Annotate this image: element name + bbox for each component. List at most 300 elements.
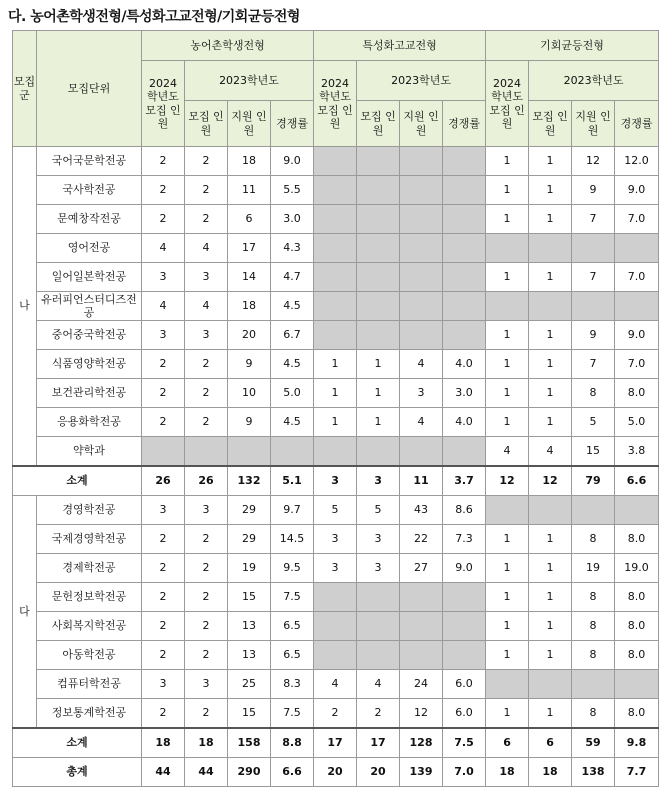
no-data-cell (443, 263, 486, 292)
apply-2023-cell: 3 (400, 379, 443, 408)
rate-2023-cell: 6.5 (271, 612, 314, 641)
recruit-2023-cell: 4 (529, 437, 572, 467)
recruit-2023-cell: 12 (529, 466, 572, 496)
recruit-2024-cell: 1 (486, 525, 529, 554)
recruit-2024-cell: 18 (142, 728, 185, 758)
rate-2023-cell: 3.0 (443, 379, 486, 408)
recruit-2024-cell: 1 (486, 641, 529, 670)
no-data-cell (357, 612, 400, 641)
recruit-2024-cell: 1 (486, 408, 529, 437)
apply-2023-cell: 22 (400, 525, 443, 554)
recruit-2023-cell: 1 (357, 379, 400, 408)
rate-2023-cell: 8.0 (615, 583, 659, 612)
rate-2023-cell: 7.5 (443, 728, 486, 758)
recruit-2023-cell: 1 (529, 147, 572, 176)
recruit-2023-cell: 2 (185, 408, 228, 437)
apply-2023-cell: 29 (228, 496, 271, 525)
no-data-cell (271, 437, 314, 467)
apply-2023-cell: 8 (572, 699, 615, 729)
rate-2023-cell: 7.7 (615, 758, 659, 787)
recruit-2023-cell: 18 (529, 758, 572, 787)
recruit-2023-cell: 2 (185, 147, 228, 176)
no-data-cell (357, 176, 400, 205)
recruit-2023-cell: 3 (185, 670, 228, 699)
rate-2023-cell: 8.0 (615, 379, 659, 408)
apply-2023-cell: 11 (228, 176, 271, 205)
recruit-2024-cell: 1 (486, 699, 529, 729)
table-row (13, 379, 659, 408)
recruit-2023-cell: 6 (529, 728, 572, 758)
unit-name: 경제학전공 (37, 554, 142, 583)
no-data-cell (615, 670, 659, 699)
recruit-2024-cell: 18 (486, 758, 529, 787)
no-data-cell (185, 437, 228, 467)
apply-2023-cell: 79 (572, 466, 615, 496)
apply-2023-cell: 13 (228, 641, 271, 670)
recruit-2024-cell: 2 (142, 583, 185, 612)
year-2024-header: 2024 학년도 모집 인원 (314, 61, 357, 147)
no-data-cell (443, 234, 486, 263)
no-data-cell (314, 176, 357, 205)
unit-col-header: 모집단위 (37, 31, 142, 147)
no-data-cell (615, 496, 659, 525)
no-data-cell (443, 437, 486, 467)
unit-name: 컴퓨터학전공 (37, 670, 142, 699)
table-row (13, 437, 659, 467)
rate-2023-cell: 6.5 (271, 641, 314, 670)
table-row (13, 641, 659, 670)
apply-2023-cell: 138 (572, 758, 615, 787)
recruit-2023-cell: 3 (357, 554, 400, 583)
apply-header: 지원 인원 (400, 101, 443, 147)
apply-2023-cell: 15 (228, 583, 271, 612)
unit-name: 문예창작전공 (37, 205, 142, 234)
apply-2023-cell: 7 (572, 350, 615, 379)
unit-name: 식품영양학전공 (37, 350, 142, 379)
apply-2023-cell: 4 (400, 350, 443, 379)
apply-2023-cell: 25 (228, 670, 271, 699)
recruit-2024-cell: 20 (314, 758, 357, 787)
table-row (13, 263, 659, 292)
no-data-cell (400, 263, 443, 292)
recruit-2023-cell: 2 (185, 350, 228, 379)
recruit-2024-cell: 3 (142, 321, 185, 350)
track-header-3: 기회균등전형 (486, 31, 659, 61)
recruit-2024-cell: 1 (486, 612, 529, 641)
recruit-2024-cell: 3 (314, 525, 357, 554)
table-row (13, 350, 659, 379)
apply-2023-cell: 290 (228, 758, 271, 787)
rate-2023-cell: 8.3 (271, 670, 314, 699)
no-data-cell (314, 147, 357, 176)
recruit-2024-cell: 3 (314, 466, 357, 496)
recruit-2023-cell: 2 (185, 554, 228, 583)
apply-2023-cell: 13 (228, 612, 271, 641)
recruit-2024-cell: 17 (314, 728, 357, 758)
no-data-cell (400, 321, 443, 350)
recruit-2023-cell: 2 (185, 525, 228, 554)
no-data-cell (314, 641, 357, 670)
apply-2023-cell: 10 (228, 379, 271, 408)
recruit-2024-cell: 2 (314, 699, 357, 729)
no-data-cell (314, 292, 357, 321)
recruit-2024-cell: 4 (142, 292, 185, 321)
rate-2023-cell: 9.5 (271, 554, 314, 583)
table-row (13, 147, 659, 176)
recruit-2024-cell: 3 (142, 263, 185, 292)
rate-2023-cell: 8.0 (615, 641, 659, 670)
apply-2023-cell: 132 (228, 466, 271, 496)
no-data-cell (400, 641, 443, 670)
recruit-2024-cell: 2 (142, 147, 185, 176)
no-data-cell (615, 234, 659, 263)
recruit-2024-cell: 1 (486, 379, 529, 408)
unit-name: 일어일본학전공 (37, 263, 142, 292)
recruit-2024-cell: 12 (486, 466, 529, 496)
apply-2023-cell: 7 (572, 263, 615, 292)
rate-header: 경쟁률 (615, 101, 659, 147)
no-data-cell (529, 292, 572, 321)
no-data-cell (529, 234, 572, 263)
no-data-cell (314, 263, 357, 292)
no-data-cell (314, 612, 357, 641)
recruit-2024-cell: 1 (314, 408, 357, 437)
subtotal-label: 소계 (13, 728, 142, 758)
recruit-2024-cell: 2 (142, 408, 185, 437)
no-data-cell (357, 583, 400, 612)
rate-2023-cell: 3.8 (615, 437, 659, 467)
table-row (13, 612, 659, 641)
table-row (13, 525, 659, 554)
apply-2023-cell: 158 (228, 728, 271, 758)
recruit-2024-cell: 2 (142, 350, 185, 379)
recruit-2024-cell: 1 (486, 350, 529, 379)
no-data-cell (486, 292, 529, 321)
group-label: 나 (13, 147, 37, 467)
unit-name: 아동학전공 (37, 641, 142, 670)
no-data-cell (314, 234, 357, 263)
no-data-cell (400, 612, 443, 641)
rate-2023-cell: 9.0 (615, 321, 659, 350)
no-data-cell (529, 496, 572, 525)
no-data-cell (314, 205, 357, 234)
table-row (13, 321, 659, 350)
recruit-2023-cell: 1 (529, 641, 572, 670)
rate-2023-cell: 4.0 (443, 350, 486, 379)
apply-2023-cell: 128 (400, 728, 443, 758)
apply-2023-cell: 9 (572, 176, 615, 205)
recruit-2024-cell: 26 (142, 466, 185, 496)
recruit-2023-cell: 1 (529, 176, 572, 205)
unit-name: 정보통계학전공 (37, 699, 142, 729)
recruit-2023-cell: 1 (529, 321, 572, 350)
recruit-2023-cell: 18 (185, 728, 228, 758)
recruit-2023-cell: 4 (357, 670, 400, 699)
rate-2023-cell: 5.0 (615, 408, 659, 437)
year-2024-header: 2024 학년도 모집 인원 (142, 61, 185, 147)
recruit-2024-cell: 1 (314, 379, 357, 408)
track-header-1: 농어촌학생전형 (142, 31, 314, 61)
rate-2023-cell: 8.0 (615, 699, 659, 729)
apply-header: 지원 인원 (228, 101, 271, 147)
total-label: 총계 (13, 758, 142, 787)
rate-2023-cell: 4.5 (271, 292, 314, 321)
no-data-cell (357, 147, 400, 176)
unit-name: 보건관리학전공 (37, 379, 142, 408)
recruit-2023-cell: 1 (529, 583, 572, 612)
rate-header: 경쟁률 (443, 101, 486, 147)
recruit-2024-cell: 3 (314, 554, 357, 583)
subtotal-row (13, 728, 659, 758)
rate-2023-cell: 19.0 (615, 554, 659, 583)
rate-2023-cell: 9.0 (615, 176, 659, 205)
recruit-2023-cell: 2 (185, 641, 228, 670)
unit-name: 약학과 (37, 437, 142, 467)
unit-name: 응용화학전공 (37, 408, 142, 437)
unit-name: 경영학전공 (37, 496, 142, 525)
recruit-2023-cell: 1 (529, 263, 572, 292)
admission-table (12, 30, 659, 787)
rate-2023-cell: 7.0 (615, 263, 659, 292)
recruit-2023-cell: 4 (185, 292, 228, 321)
recruit-2024-cell: 3 (142, 496, 185, 525)
apply-2023-cell: 7 (572, 205, 615, 234)
recruit-2024-cell: 2 (142, 379, 185, 408)
recruit-2024-cell: 1 (486, 554, 529, 583)
no-data-cell (443, 641, 486, 670)
recruit-2023-cell: 1 (529, 408, 572, 437)
apply-2023-cell: 12 (400, 699, 443, 729)
rate-2023-cell: 12.0 (615, 147, 659, 176)
year-2023-header: 2023학년도 (529, 61, 659, 101)
apply-2023-cell: 17 (228, 234, 271, 263)
no-data-cell (486, 670, 529, 699)
no-data-cell (228, 437, 271, 467)
recruit-2023-cell: 2 (185, 699, 228, 729)
apply-2023-cell: 12 (572, 147, 615, 176)
no-data-cell (314, 321, 357, 350)
rate-2023-cell: 6.0 (443, 670, 486, 699)
apply-2023-cell: 27 (400, 554, 443, 583)
recruit-2023-cell: 3 (185, 496, 228, 525)
recruit-2024-cell: 2 (142, 525, 185, 554)
no-data-cell (400, 234, 443, 263)
no-data-cell (314, 583, 357, 612)
recruit-2024-cell: 4 (142, 234, 185, 263)
recruit-2023-cell: 1 (529, 612, 572, 641)
recruit-2023-cell: 17 (357, 728, 400, 758)
recruit-2023-cell: 20 (357, 758, 400, 787)
no-data-cell (400, 292, 443, 321)
recruit-2023-cell: 1 (529, 350, 572, 379)
recruit-header: 모집 인원 (185, 101, 228, 147)
apply-2023-cell: 139 (400, 758, 443, 787)
no-data-cell (357, 205, 400, 234)
rate-2023-cell: 7.5 (271, 699, 314, 729)
apply-2023-cell: 24 (400, 670, 443, 699)
no-data-cell (572, 234, 615, 263)
unit-name: 사회복지학전공 (37, 612, 142, 641)
recruit-2024-cell: 44 (142, 758, 185, 787)
no-data-cell (357, 321, 400, 350)
no-data-cell (443, 612, 486, 641)
year-2024-header: 2024 학년도 모집 인원 (486, 61, 529, 147)
rate-2023-cell: 7.0 (615, 205, 659, 234)
rate-2023-cell: 3.7 (443, 466, 486, 496)
no-data-cell (443, 147, 486, 176)
table-row (13, 496, 659, 525)
apply-2023-cell: 11 (400, 466, 443, 496)
recruit-2024-cell: 1 (486, 321, 529, 350)
recruit-2024-cell: 2 (142, 612, 185, 641)
apply-2023-cell: 19 (228, 554, 271, 583)
recruit-2023-cell: 1 (529, 699, 572, 729)
no-data-cell (400, 205, 443, 234)
no-data-cell (400, 437, 443, 467)
rate-2023-cell: 4.5 (271, 350, 314, 379)
rate-2023-cell: 8.0 (615, 612, 659, 641)
recruit-2023-cell: 2 (357, 699, 400, 729)
rate-2023-cell: 8.0 (615, 525, 659, 554)
no-data-cell (142, 437, 185, 467)
apply-2023-cell: 9 (572, 321, 615, 350)
rate-2023-cell: 6.7 (271, 321, 314, 350)
rate-2023-cell: 7.0 (615, 350, 659, 379)
apply-2023-cell: 19 (572, 554, 615, 583)
recruit-2023-cell: 1 (529, 525, 572, 554)
recruit-2024-cell: 2 (142, 699, 185, 729)
recruit-2023-cell: 3 (357, 466, 400, 496)
rate-2023-cell: 6.0 (443, 699, 486, 729)
table-row (13, 176, 659, 205)
year-2023-header: 2023학년도 (185, 61, 314, 101)
no-data-cell (357, 437, 400, 467)
no-data-cell (572, 292, 615, 321)
apply-2023-cell: 29 (228, 525, 271, 554)
subtotal-label: 소계 (13, 466, 142, 496)
apply-header: 지원 인원 (572, 101, 615, 147)
group-label: 다 (13, 496, 37, 729)
recruit-2023-cell: 3 (185, 321, 228, 350)
no-data-cell (443, 583, 486, 612)
unit-name: 유러피언스터디즈전공 (37, 292, 142, 321)
rate-2023-cell: 4.3 (271, 234, 314, 263)
unit-name: 국사학전공 (37, 176, 142, 205)
rate-header: 경쟁률 (271, 101, 314, 147)
no-data-cell (314, 437, 357, 467)
rate-2023-cell: 9.0 (271, 147, 314, 176)
unit-name: 문헌정보학전공 (37, 583, 142, 612)
no-data-cell (357, 234, 400, 263)
subtotal-row (13, 466, 659, 496)
recruit-2024-cell: 1 (486, 263, 529, 292)
no-data-cell (572, 670, 615, 699)
apply-2023-cell: 5 (572, 408, 615, 437)
apply-2023-cell: 59 (572, 728, 615, 758)
rate-2023-cell: 5.5 (271, 176, 314, 205)
recruit-2023-cell: 44 (185, 758, 228, 787)
group-col-header: 모집군 (13, 31, 37, 147)
recruit-2023-cell: 3 (185, 263, 228, 292)
recruit-2024-cell: 3 (142, 670, 185, 699)
recruit-2024-cell: 1 (314, 350, 357, 379)
rate-2023-cell: 5.1 (271, 466, 314, 496)
recruit-2023-cell: 26 (185, 466, 228, 496)
rate-2023-cell: 7.3 (443, 525, 486, 554)
apply-2023-cell: 43 (400, 496, 443, 525)
apply-2023-cell: 15 (228, 699, 271, 729)
recruit-2024-cell: 4 (486, 437, 529, 467)
recruit-header: 모집 인원 (529, 101, 572, 147)
rate-2023-cell: 8.8 (271, 728, 314, 758)
apply-2023-cell: 4 (400, 408, 443, 437)
recruit-2023-cell: 1 (357, 408, 400, 437)
recruit-header: 모집 인원 (357, 101, 400, 147)
apply-2023-cell: 8 (572, 379, 615, 408)
rate-2023-cell: 6.6 (271, 758, 314, 787)
total-row (13, 758, 659, 787)
apply-2023-cell: 8 (572, 525, 615, 554)
recruit-2024-cell: 4 (314, 670, 357, 699)
recruit-2023-cell: 2 (185, 176, 228, 205)
no-data-cell (529, 670, 572, 699)
apply-2023-cell: 8 (572, 583, 615, 612)
apply-2023-cell: 8 (572, 612, 615, 641)
rate-2023-cell: 3.0 (271, 205, 314, 234)
apply-2023-cell: 8 (572, 641, 615, 670)
apply-2023-cell: 18 (228, 147, 271, 176)
apply-2023-cell: 9 (228, 350, 271, 379)
track-header-2: 특성화고교전형 (314, 31, 486, 61)
no-data-cell (443, 292, 486, 321)
recruit-2023-cell: 3 (357, 525, 400, 554)
no-data-cell (486, 234, 529, 263)
no-data-cell (357, 263, 400, 292)
no-data-cell (443, 321, 486, 350)
rate-2023-cell: 14.5 (271, 525, 314, 554)
apply-2023-cell: 6 (228, 205, 271, 234)
table-row (13, 205, 659, 234)
rate-2023-cell: 4.0 (443, 408, 486, 437)
recruit-2024-cell: 2 (142, 554, 185, 583)
rate-2023-cell: 9.0 (443, 554, 486, 583)
unit-name: 영어전공 (37, 234, 142, 263)
recruit-2024-cell: 1 (486, 176, 529, 205)
recruit-2024-cell: 6 (486, 728, 529, 758)
apply-2023-cell: 14 (228, 263, 271, 292)
no-data-cell (443, 176, 486, 205)
rate-2023-cell: 7.0 (443, 758, 486, 787)
recruit-2023-cell: 1 (529, 205, 572, 234)
recruit-2023-cell: 2 (185, 612, 228, 641)
recruit-2023-cell: 1 (357, 350, 400, 379)
table-row (13, 583, 659, 612)
no-data-cell (400, 583, 443, 612)
recruit-2023-cell: 2 (185, 205, 228, 234)
rate-2023-cell: 9.7 (271, 496, 314, 525)
rate-2023-cell: 4.5 (271, 408, 314, 437)
recruit-2023-cell: 2 (185, 583, 228, 612)
no-data-cell (400, 147, 443, 176)
table-row (13, 408, 659, 437)
recruit-2023-cell: 1 (529, 379, 572, 408)
no-data-cell (357, 292, 400, 321)
table-row (13, 554, 659, 583)
rate-2023-cell: 7.5 (271, 583, 314, 612)
unit-name: 중어중국학전공 (37, 321, 142, 350)
recruit-2024-cell: 5 (314, 496, 357, 525)
recruit-2024-cell: 1 (486, 147, 529, 176)
